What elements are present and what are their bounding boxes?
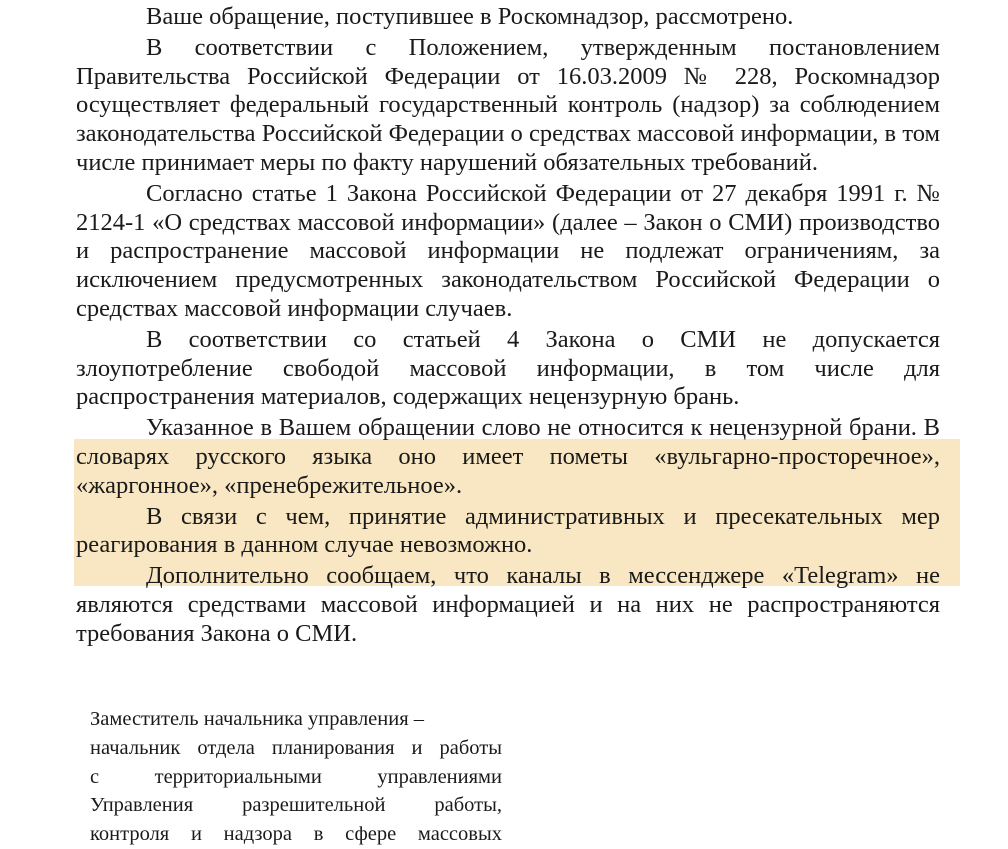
- paragraph-law-article-1: Согласно статье 1 Закона Российской Федерации от 27 декабря 1991 г. № 2124-1 «О средствах массовой информации» (далее – Закон о СМИ) производство и распространение массовой информации не подлежат ограничениям, за исключением предусмотренных законодательством Российской Федерации о средствах массовой информации случаев.: [76, 179, 940, 322]
- signature-block: [90, 705, 502, 849]
- signature-line: с территориальными управлениями: [90, 765, 502, 788]
- signature-line: Заместитель начальника управления –: [90, 708, 425, 730]
- signature-line: контроля и надзора в сфере массовых: [90, 823, 502, 846]
- letter-body: [76, 0, 940, 649]
- paragraph-conclusion: В связи с чем, принятие административных и пресекательных мер реагирования в данном случае невозможно.: [76, 502, 940, 559]
- paragraph-word-assessment: Указанное в Вашем обращении слово не относится к нецензурной брани. В словарях русского языка оно имеет пометы «вульгарно-просторечное», «жаргонное», «пренебрежительное».: [76, 414, 940, 499]
- signature-line: начальник отдела планирования и работы: [90, 736, 502, 759]
- paragraph-intro: Ваше обращение, поступившее в Роскомнадзор, рассмотрено.: [146, 3, 794, 30]
- signature-line: Управления разрешительной работы,: [90, 794, 502, 817]
- paragraph-regulation: В соответствии с Положением, утвержденным постановлением Правительства Российской Федерации от 16.03.2009 № 228, Роскомнадзор осуществляет федеральный государственный контроль (надзор) за соблюдением законодательства Российской Федерации о средствах массовой информации, в том числе принимает меры по факту нарушений обязательных требований.: [76, 33, 940, 176]
- paragraph-law-article-4: В соответствии со статьей 4 Закона о СМИ не допускается злоупотребление свободой массовой информации, в том числе для распространения материалов, содержащих нецензурную брань.: [76, 325, 940, 411]
- paragraph-telegram: Дополнительно сообщаем, что каналы в мессенджере «Telegram» не являются средствами массовой информацией и на них не распространяются требования Закона о СМИ.: [76, 562, 940, 647]
